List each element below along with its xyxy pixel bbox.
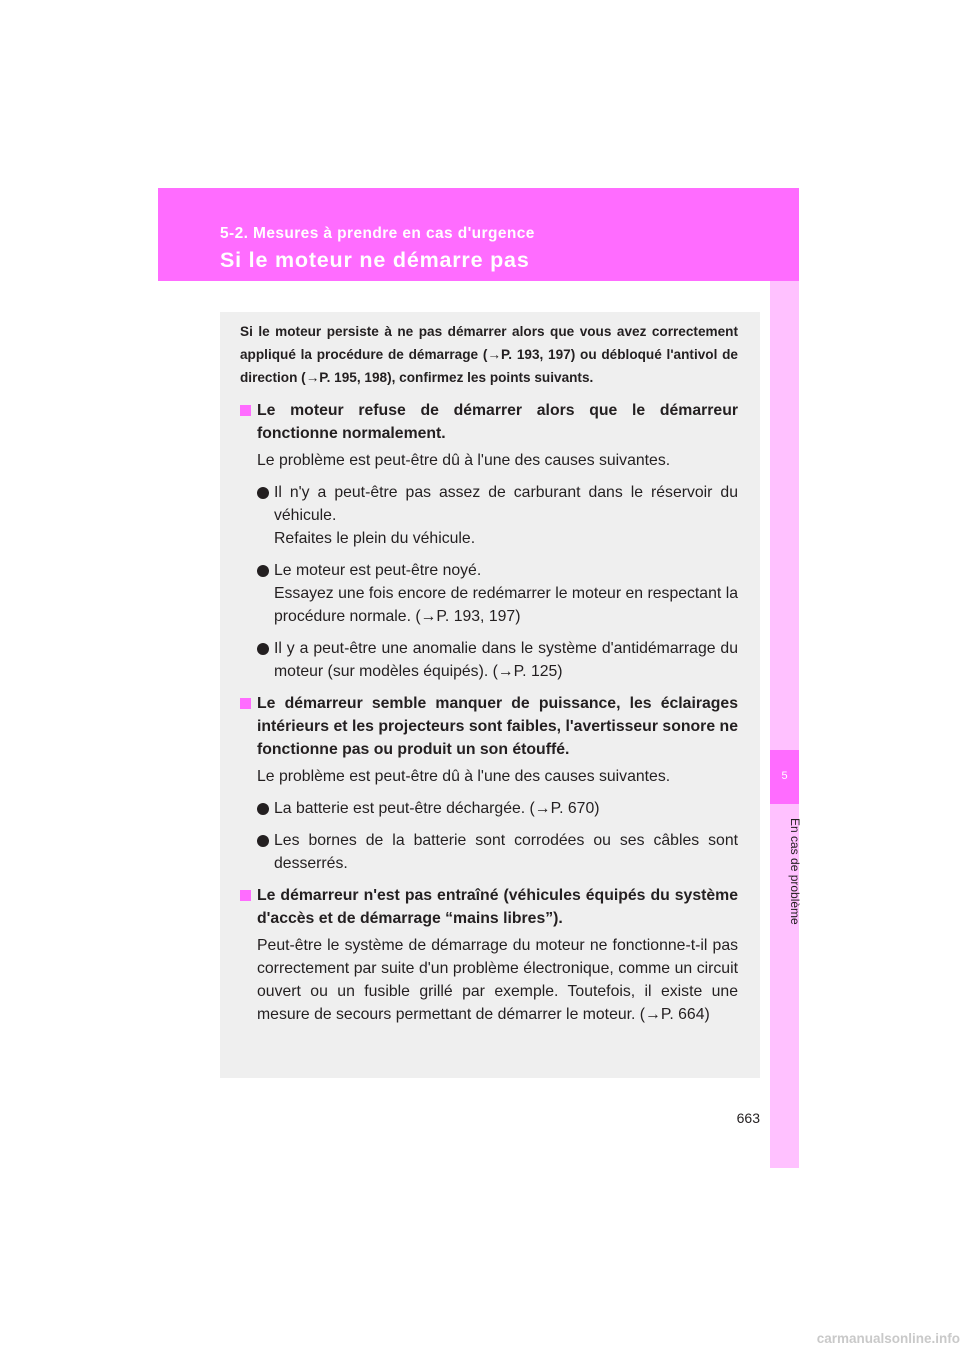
watermark: carmanualsonline.info (816, 1331, 960, 1346)
round-bullet-icon (257, 565, 269, 577)
section-header (158, 188, 799, 281)
intro-paragraph: Si le moteur persiste à ne pas démarrer alors que vous avez correctement appliqué la procédure de démarrage (→P. 193, 197) ou débloqué l'antivol de direction (→P. 195, 198), confirmez les points suivants. (240, 324, 738, 385)
bullet-advice: Essayez une fois encore de redémarrer le moteur en respectant la procédure normale. (→P. 193, 197) (274, 585, 738, 625)
chapter-tab-strip (770, 281, 799, 1168)
list-item (240, 559, 738, 628)
list-item (240, 797, 738, 820)
section-lead: Peut-être le système de démarrage du moteur ne fonctionne-t-il pas correctement par suite d'un problème électronique, comme un circuit ouvert ou un fusible grillé par exemple. Toutefois, il existe une mesure de secours permettant de démarrer le moteur. (→P. 664) (257, 937, 738, 1023)
bullet-text: Il y a peut-être une anomalie dans le système d'antidémarrage du moteur (sur modèles équipés). (→P. 125) (274, 640, 738, 680)
list-item (240, 829, 738, 875)
round-bullet-icon (257, 487, 269, 499)
page-number: 663 (736, 1110, 760, 1126)
section-heading (240, 399, 738, 445)
section-heading-text: Le démarreur semble manquer de puissance, les éclairages intérieurs et les projecteurs sont faibles, l'avertisseur sonore ne fonctionne pas ou produit un son étouffé. (257, 695, 738, 758)
section-heading (240, 692, 738, 761)
bullet-advice: Refaites le plein du véhicule. (274, 530, 476, 547)
bullet-text: Le moteur est peut-être noyé. (274, 562, 482, 579)
section-lead: Le problème est peut-être dû à l'une des causes suivantes. (257, 452, 671, 469)
square-bullet-icon (240, 405, 251, 416)
section-heading-text: Le démarreur n'est pas entraîné (véhicules équipés du système d'accès et de démarrage “mains libres”). (257, 887, 738, 927)
round-bullet-icon (257, 835, 269, 847)
square-bullet-icon (240, 698, 251, 709)
section-label: 5-2. Mesures à prendre en cas d'urgence (220, 225, 535, 242)
bullet-text: Les bornes de la batterie sont corrodées ou ses câbles sont desserrés. (274, 832, 738, 872)
chapter-label: En cas de problème (788, 818, 802, 925)
content (240, 320, 738, 1035)
bullet-text: Il n'y a peut-être pas assez de carburant dans le réservoir du véhicule. (274, 484, 738, 524)
chapter-number: 5 (781, 770, 788, 782)
section-lead: Le problème est peut-être dû à l'une des causes suivantes. (257, 768, 671, 785)
list-item (240, 637, 738, 683)
section-heading (240, 884, 738, 930)
bullet-text: La batterie est peut-être déchargée. (→P. 670) (274, 800, 600, 817)
round-bullet-icon (257, 803, 269, 815)
list-item (240, 481, 738, 550)
section-heading-text: Le moteur refuse de démarrer alors que le démarreur fonctionne normalement. (257, 402, 738, 442)
round-bullet-icon (257, 643, 269, 655)
page-title: Si le moteur ne démarre pas (220, 248, 530, 272)
square-bullet-icon (240, 890, 251, 901)
